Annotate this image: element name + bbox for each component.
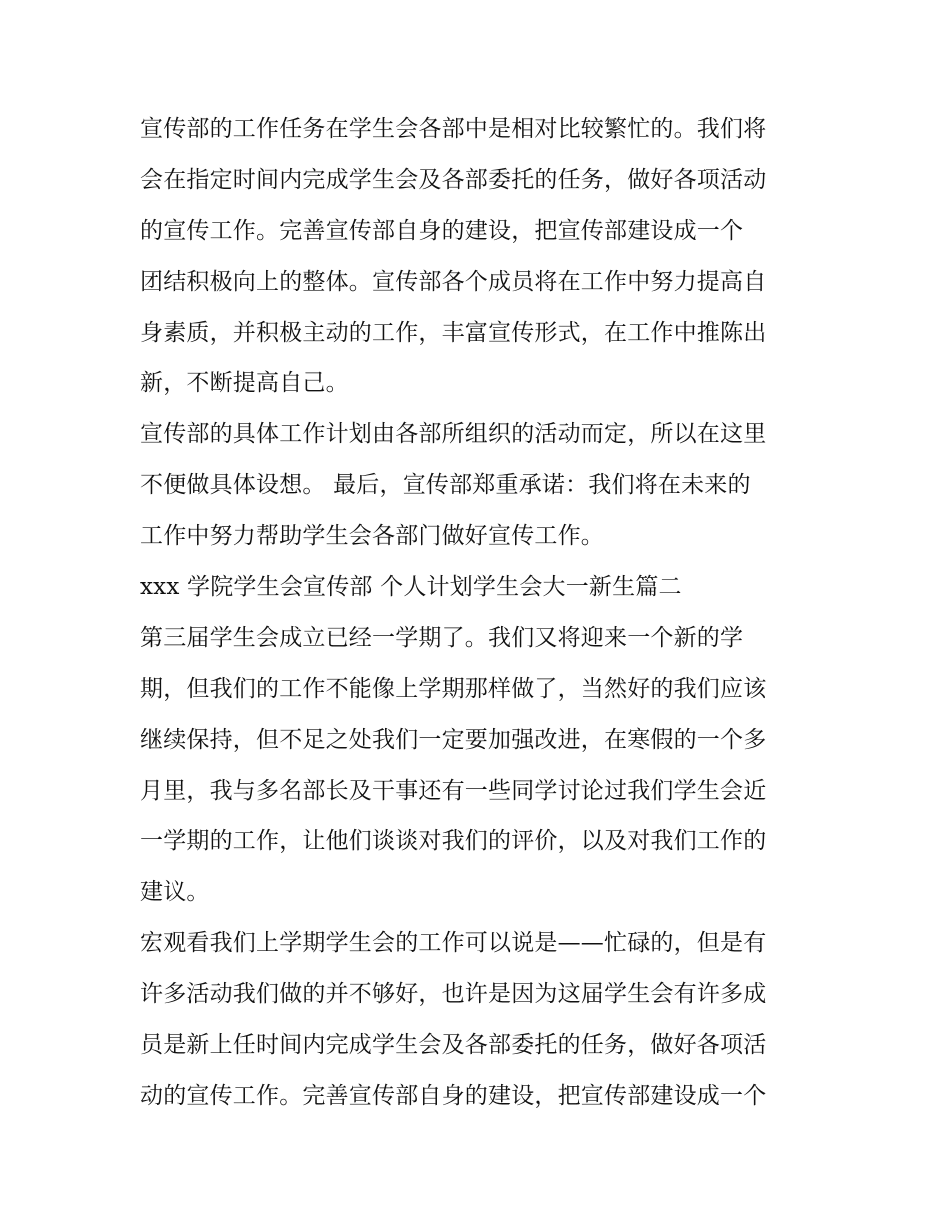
text-line: 不便做具体设想。 最后，宣传部郑重承诺：我们将在未来的 xyxy=(140,472,751,499)
text-line: 工作中努力帮助学生会各部门做好宣传工作。 xyxy=(140,523,604,550)
text-line: 宣传部的具体工作计划由各部所组织的活动而定，所以在这里 xyxy=(140,421,767,448)
text-line: 会在指定时间内完成学生会及各部委托的任务，做好各项活动 xyxy=(140,166,767,193)
text-line: 许多活动我们做的并不够好，也许是因为这届学生会有许多成 xyxy=(140,981,767,1008)
text-line: 建议。 xyxy=(140,879,210,906)
text-line: 月里，我与多名部长及干事还有一些同学讨论过我们学生会近 xyxy=(140,777,767,804)
text-line: 第三届学生会成立已经一学期了。我们又将迎来一个新的学 xyxy=(140,624,744,651)
section-heading: xxx 学院学生会宣传部 个人计划学生会大一新生篇二 xyxy=(140,574,682,601)
text-line: 期，但我们的工作不能像上学期那样做了，当然好的我们应该 xyxy=(140,675,767,702)
text-line: 宣传部的工作任务在学生会各部中是相对比较繁忙的。我们将 xyxy=(140,116,767,142)
text-line: 继续保持，但不足之处我们一定要加强改进，在寒假的一个多 xyxy=(140,726,767,753)
text-line: 身素质，并积极主动的工作，丰富宣传形式，在工作中推陈出 xyxy=(140,319,767,346)
text-line: 团结积极向上的整体。宣传部各个成员将在工作中努力提高自 xyxy=(140,268,767,295)
text-line: 员是新上任时间内完成学生会及各部委托的任务，做好各项活 xyxy=(140,1032,767,1059)
document-body xyxy=(140,104,820,1122)
text-line: 宏观看我们上学期学生会的工作可以说是——忙碌的，但是有 xyxy=(140,930,767,957)
text-line: 动的宣传工作。完善宣传部自身的建设，把宣传部建设成一个 xyxy=(140,1082,767,1109)
text-line: 新，不断提高自己。 xyxy=(140,370,349,397)
text-line: 一学期的工作，让他们谈谈对我们的评价，以及对我们工作的 xyxy=(140,828,767,855)
text-line: 的宣传工作。完善宣传部自身的建设，把宣传部建设成一个 xyxy=(140,217,744,244)
